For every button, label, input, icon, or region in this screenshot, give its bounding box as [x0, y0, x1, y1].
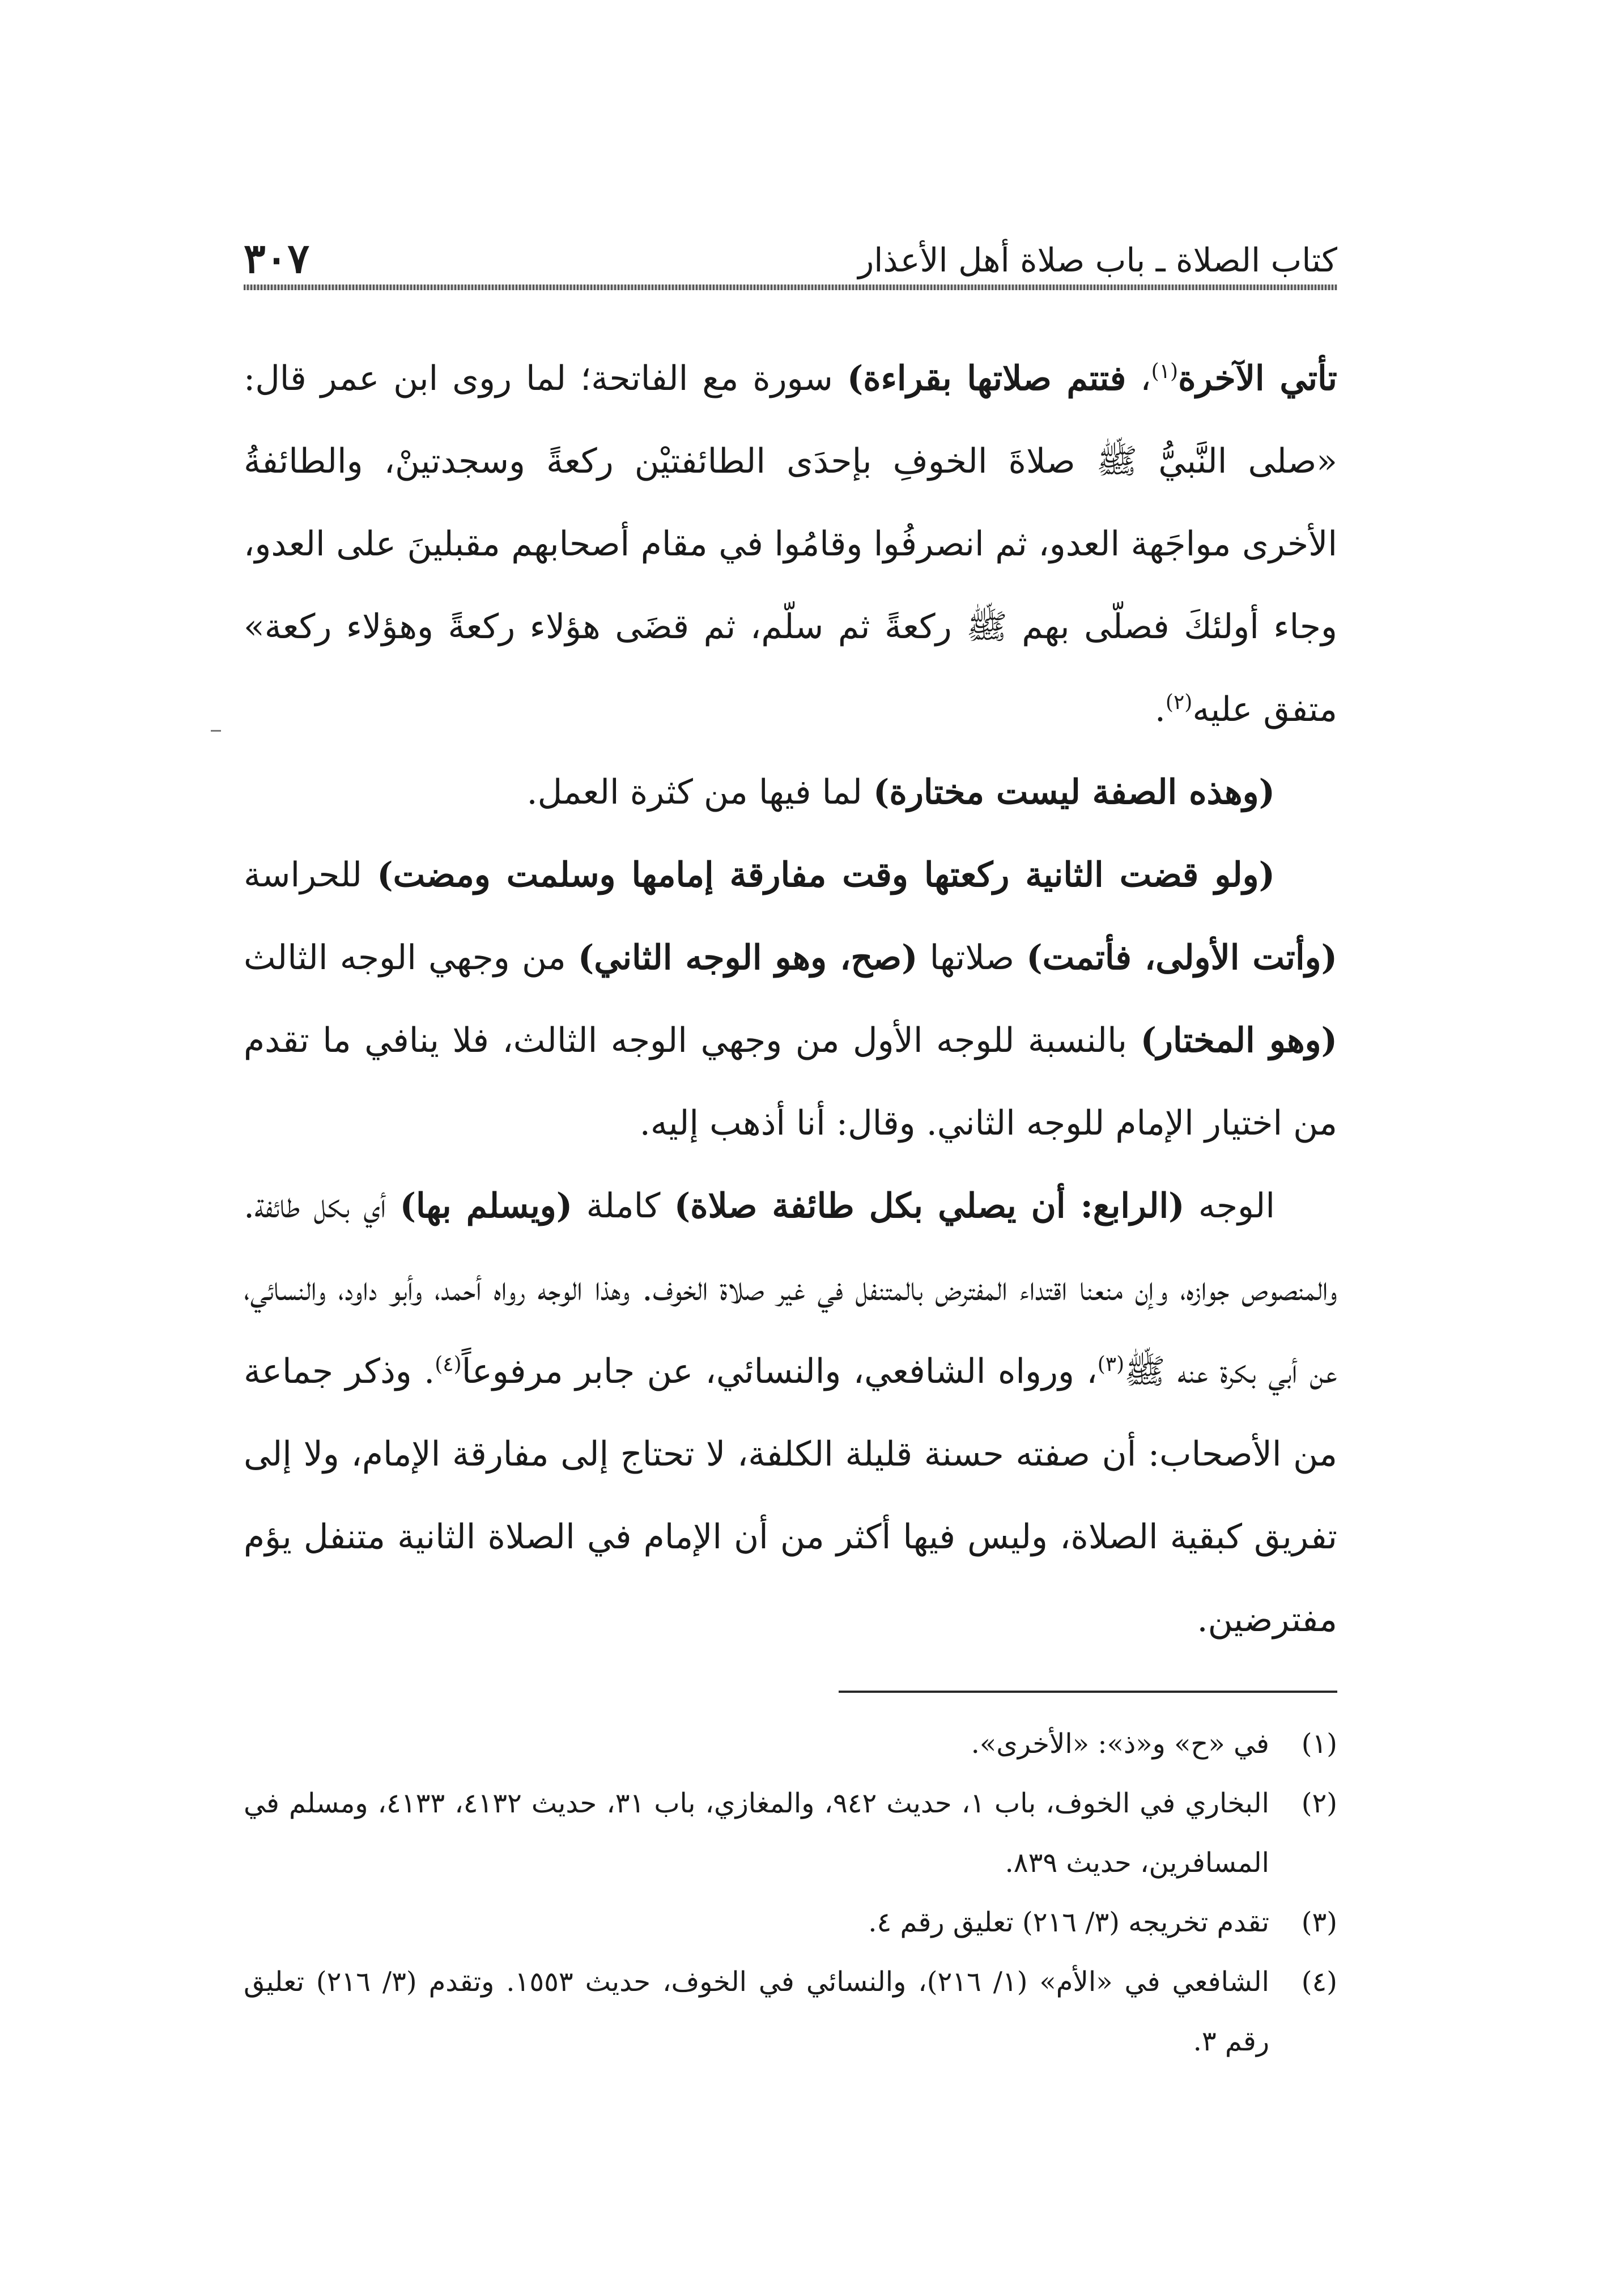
main-text — [244, 337, 1337, 1661]
bold-phrase: (الرابع: أن يصلي بكل طائفة صلاة) — [674, 1186, 1185, 1226]
text-run: أي بكل طائفة. والمنصوص جوازه، وإن منعنا اقتداء المفترض بالمتنفل في غير صلاة الخوف. وهذا الوجه رواه أحمد، وأبو داود، والنسائي، عن أبي بكرة عنه ﷺ — [244, 1186, 1338, 1391]
footnote — [244, 1893, 1337, 1952]
text-run: من وجهي الوجه الثالث — [244, 938, 578, 978]
text-run: سورة مع الفاتحة؛ لما روى ابن عمر قال: «صلى النَّبيُّ ﷺ صلاةَ الخوفِ بإحدَى الطائفتيْن ركعةً وسجدتينْ، والطائفةُ الأخرى مواجَهة العدو، ثم انصرفُوا وقامُوا في مقام أصحابهم مقبلينَ على العدو، وجاء أولئكَ فصلّى بهم ﷺ ركعةً ثم سلّم، ثم قضَى هؤلاء ركعةً وهؤلاء ركعة» متفق عليه — [244, 359, 1337, 729]
footnote-ref: (٢) — [1165, 691, 1193, 714]
text-run: ، — [1126, 359, 1151, 398]
text-run: ، ورواه الشافعي، والنسائي، عن جابر مرفوعاً — [461, 1352, 1098, 1391]
bold-phrase: (ولو قضت الثانية ركعتها وقت مفارقة إمامها وسلمت ومضت) — [377, 855, 1275, 895]
footnote — [244, 1952, 1337, 2071]
bold-phrase: (ويسلم بها) — [399, 1186, 573, 1226]
text-run: . وذكر جماعة من الأصحاب: أن صفته حسنة قليلة الكلفة، لا تحتاج إلى مفارقة الإمام، ولا إلى تفريق كبقية الصلاة، وليس فيها أكثر من أن الإمام في الصلاة الثانية متنفل يؤم مفترضين. — [244, 1352, 1337, 1640]
text-run: . — [1154, 690, 1166, 729]
footnote-text: تقدم تخريجه (٣/ ٢١٦) تعليق رقم ٤. — [868, 1906, 1269, 1938]
text-run: بالنسبة للوجه الأول من وجهي الوجه الثالث، فلا ينافي ما تقدم من اختيار الإمام للوجه الثاني. وقال: أنا أذهب إليه. — [244, 1021, 1337, 1143]
footnote-ref: (١) — [1151, 360, 1179, 383]
footnote-text: البخاري في الخوف، باب ١، حديث ٩٤٢، والمغازي، باب ٣١، حديث ٤١٣٢، ٤١٣٣، ومسلم في المسافرين، حديث ٨٣٩. — [244, 1787, 1270, 1879]
text-run: صلاتها — [917, 938, 1027, 978]
text-run: للحراسة — [244, 855, 377, 895]
footnotes — [244, 1714, 1337, 2071]
text-run: لما فيها من كثرة العمل. — [526, 772, 874, 812]
footnote-text: الشافعي في «الأم» (١/ ٢١٦)، والنسائي في الخوف، حديث ١٥٥٣. وتقدم (٣/ ٢١٦) تعليق رقم ٣. — [244, 1966, 1269, 2057]
bold-phrase: (صح، وهو الوجه الثاني) — [577, 938, 918, 978]
footnote — [244, 1714, 1337, 1774]
text-run: الوجه — [1184, 1186, 1275, 1226]
running-header — [244, 218, 1337, 281]
paragraph-2 — [244, 751, 1337, 834]
footnote-number: (٢) — [1301, 1787, 1337, 1819]
footnote-number: (١) — [1301, 1728, 1337, 1760]
footnote-ref: (٤) — [435, 1353, 462, 1376]
text-run: كاملة — [572, 1186, 674, 1226]
bold-phrase: فتتم صلاتها بقراءة) — [847, 359, 1126, 398]
bold-phrase: (وأتت الأولى، فأتمت) — [1026, 938, 1338, 978]
footnote-separator — [839, 1691, 1337, 1693]
bold-phrase: (وهو المختار) — [1140, 1021, 1337, 1060]
footnote — [244, 1774, 1337, 1893]
footnote-number: (٤) — [1301, 1966, 1337, 1998]
footnote-number: (٣) — [1301, 1906, 1337, 1938]
paragraph-3 — [244, 834, 1337, 1165]
header-title: كتاب الصلاة ـ باب صلاة أهل الأعذار — [858, 241, 1337, 280]
bold-phrase: (وهذه الصفة ليست مختارة) — [873, 772, 1275, 812]
paragraph-1 — [244, 337, 1337, 751]
paragraph-4 — [244, 1165, 1337, 1661]
margin-mark — [211, 730, 221, 732]
page-number: ٣٠٧ — [244, 233, 310, 282]
footnote-text: في «ح» و«ذ»: «الأخرى». — [971, 1728, 1269, 1760]
bold-phrase: تأتي الآخرة — [1178, 359, 1338, 398]
footnote-ref: (٣) — [1097, 1353, 1125, 1376]
header-rule — [244, 284, 1337, 290]
